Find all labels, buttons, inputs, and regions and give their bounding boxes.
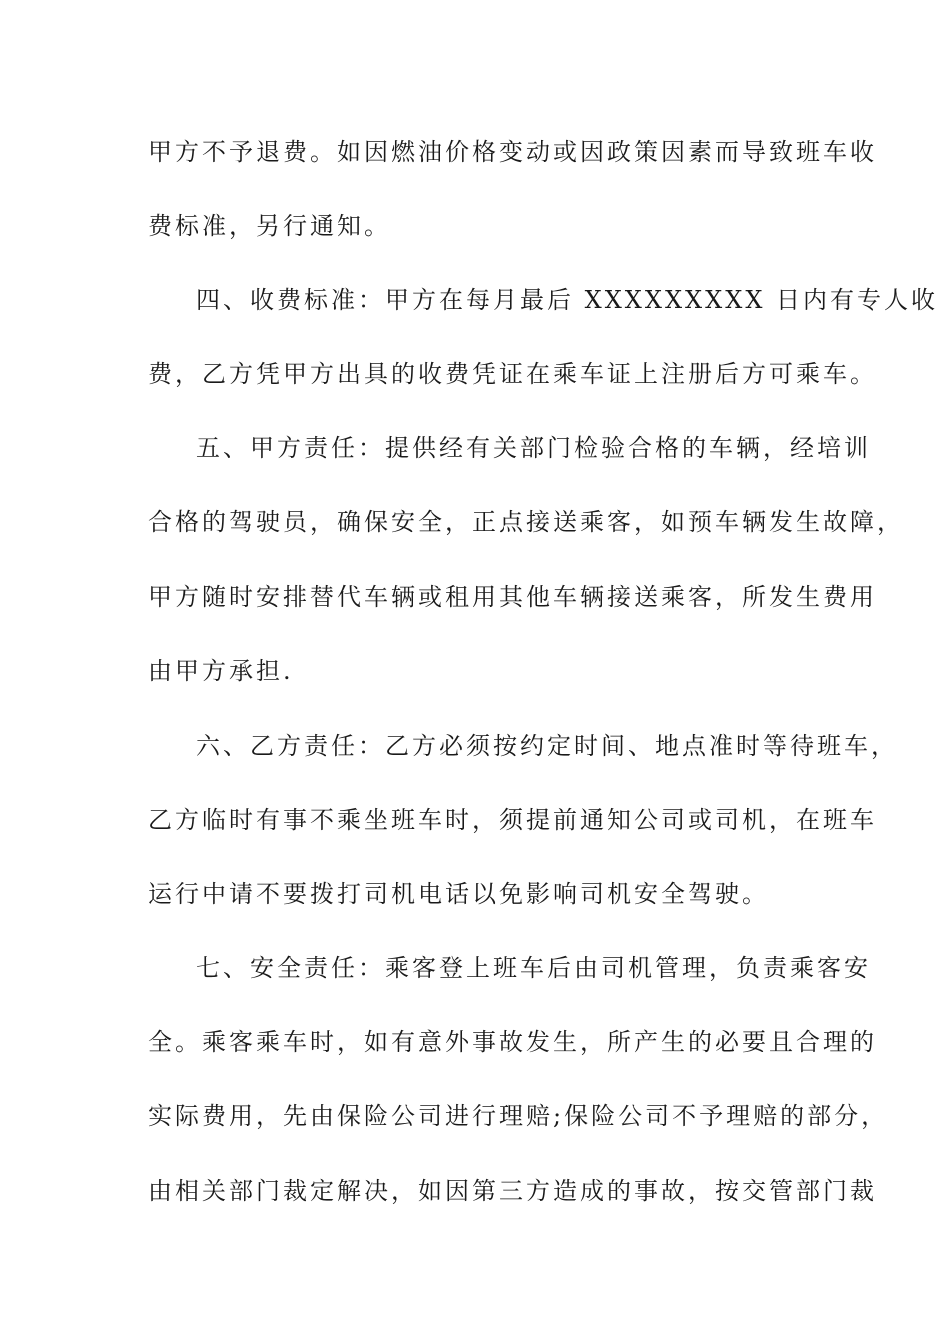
text-line: 费，乙方凭甲方出具的收费凭证在乘车证上注册后方可乘车。: [148, 360, 877, 388]
paragraph-start-line: 五、甲方责任：提供经有关部门检验合格的车辆，经培训: [196, 434, 871, 462]
text-line: 由甲方承担.: [148, 657, 294, 685]
text-line: 甲方随时安排替代车辆或租用其他车辆接送乘客，所发生费用: [148, 583, 877, 611]
text-line: 乙方临时有事不乘坐班车时，须提前通知公司或司机，在班车: [148, 806, 877, 834]
text-line: 运行中请不要拨打司机电话以免影响司机安全驾驶。: [148, 880, 769, 908]
text-line: 甲方不予退费。如因燃油价格变动或因政策因素而导致班车收: [148, 138, 877, 166]
paragraph-start-line: 四、收费标准：甲方在每月最后 XXXXXXXXX 日内有专人收: [196, 286, 939, 314]
text-line: 全。乘客乘车时，如有意外事故发生，所产生的必要且合理的: [148, 1028, 877, 1056]
paragraph-start-line: 六、乙方责任：乙方必须按约定时间、地点准时等待班车，: [196, 732, 898, 760]
text-line: 费标准，另行通知。: [148, 212, 391, 240]
text-line: 合格的驾驶员，确保安全，正点接送乘客，如预车辆发生故障，: [148, 508, 904, 536]
text-line: 实际费用，先由保险公司进行理赔;保险公司不予理赔的部分，: [148, 1102, 889, 1130]
paragraph-start-line: 七、安全责任：乘客登上班车后由司机管理，负责乘客安: [196, 954, 871, 982]
text-line: 由相关部门裁定解决，如因第三方造成的事故，按交管部门裁: [148, 1177, 877, 1205]
